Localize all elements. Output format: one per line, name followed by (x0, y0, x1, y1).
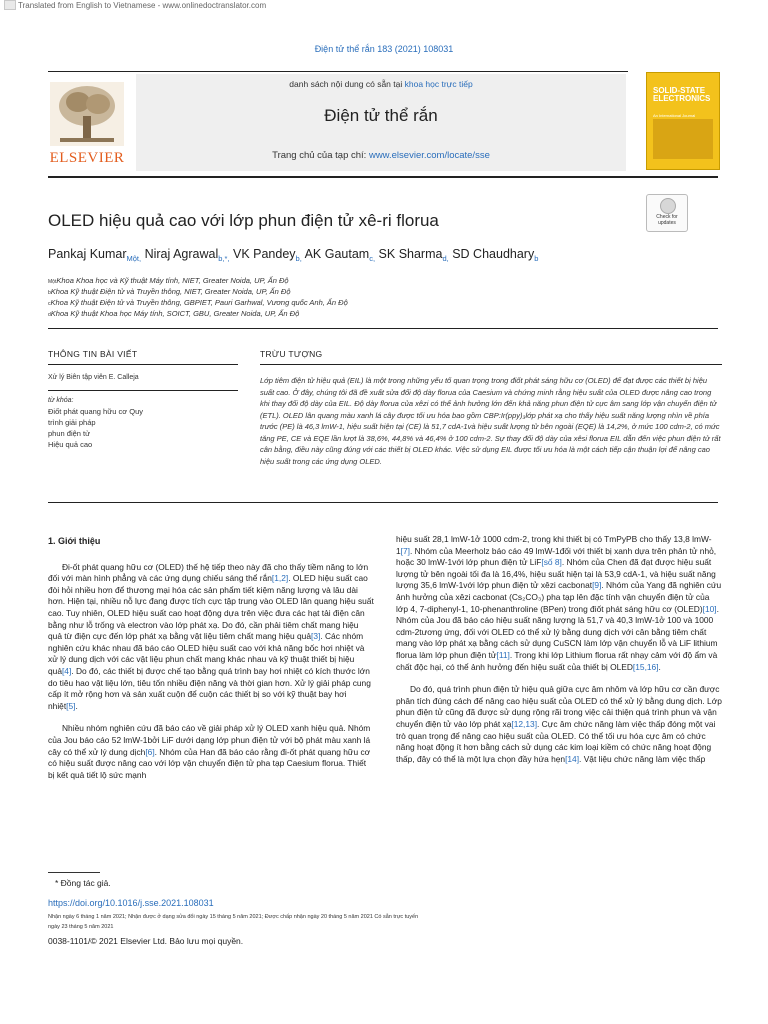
paragraph-text: . Trong khi lớp Lithium florua rất nhạy cảm với độ ẩm và chất độc hại, có thể ảnh hưởng đến hiệu suất của thiết bị OLED (396, 649, 718, 672)
article-info-rule (48, 390, 238, 391)
paragraph-text: . Nhóm của Chen đã đạt được hiệu suất lượng tử bên ngoài tối đa là 16,4%, hiệu suất hiện tại là 53,9 cdA-1, và hiệu suất năng lượng 35,6 lmW-1với lớp phun điện tử xêzi cacbonat (396, 557, 716, 591)
paragraph-text: . (658, 661, 661, 672)
citation-link[interactable]: [15,16] (632, 661, 659, 672)
citation-link[interactable]: [6] (145, 746, 155, 757)
paragraph (48, 723, 374, 781)
handling-editor: Xử lý Biên tập viên E. Calleja (48, 374, 139, 381)
citation-link[interactable]: [1,2] (271, 573, 289, 584)
citation-link[interactable]: [10] (702, 603, 717, 614)
paragraph (396, 534, 722, 673)
article-info-rule (48, 364, 238, 365)
paragraph-text: . (75, 700, 78, 711)
footnote-rule (48, 872, 100, 873)
affiliation: dKhoa Kỹ thuật Khoa học Máy tính, SOICT, GBU, Greater Noida, UP, Ấn Độ (48, 309, 300, 318)
paragraph (396, 684, 722, 765)
paragraph-text: . OLED hiệu suất cao đòi hỏi nhiều hơn để thương mại hóa các sản phẩm tiết kiệm năng lượng và lâu dài hơn. Hiện tại, nhiều nỗ lực đang được tích cực tập trung vào OLED lân quang hiệu suất cao. Tuy nhiên, OLED hiệu suất cao hoạt động dựa trên việc đưa các hạt tải điện cân bằng như lỗ trống và electron vào lớp phát xạ. Do đó, cần phải tiêm chất mang hiệu quả từ điện cực đến lớp phát xạ bằng vật liệu tiêm chất mang hiệu quả (48, 573, 374, 642)
cover-graphic (653, 119, 713, 159)
check-for-updates-badge[interactable] (646, 194, 688, 232)
abstract-rule (260, 364, 722, 365)
doi-link[interactable]: https://doi.org/10.1016/j.sse.2021.108031 (48, 898, 214, 908)
check-updates-label: Check for updates (656, 214, 678, 226)
keyword: Hiệu quả cao (48, 440, 93, 449)
received-dates: Nhận ngày 6 tháng 1 năm 2021; Nhận được ở dạng sửa đổi ngày 15 tháng 5 năm 2021; Được chấp nhận ngày 20 tháng 5 năm 2021 Có sẵn trực tuyến ngày 23 tháng 5 năm 2021 (48, 914, 419, 930)
affiliation: cKhoa Kỹ thuật Điện tử và Truyền thông, GBPIET, Pauri Garhwal, Vương quốc Anh, Ấn Độ (48, 298, 348, 307)
paragraph-text: . Các nhóm nghiên cứu khác nhau đã báo cáo OLED hiệu suất cao với khả năng bốc hơi nhiệt và xử lý dung dịch với các vật liệu phun chất mang khác nhau và kỹ thuật thiết bị hiệu quả (48, 631, 365, 676)
homepage-prefix: Trang chủ của tạp chí: (272, 150, 367, 161)
header-top-rule (48, 71, 628, 72)
citation-link[interactable]: [3] (311, 631, 321, 642)
keyword: trình giải pháp (48, 418, 96, 427)
translator-text: Translated from English to Vietnamese - www.onlinedoctranslator.com (18, 0, 267, 10)
abstract-heading: TRỪU TƯỢNG (260, 349, 323, 359)
copyright-notice: 0038-1101/© 2021 Elsevier Ltd. Bảo lưu mọi quyền. (48, 936, 244, 946)
availability-prefix: danh sách nội dung có sẵn tại (289, 79, 403, 89)
translate-icon (4, 0, 16, 10)
author[interactable]: AK Gautam$^{c,}$ (304, 247, 376, 263)
homepage-link[interactable]: www.elsevier.com/locate/sse (368, 150, 490, 161)
citation-link[interactable]: [4] (61, 665, 72, 676)
author-list (48, 247, 538, 261)
article-info-heading: THÔNG TIN BÀI VIẾT (48, 349, 138, 359)
citation-link[interactable]: [7] (400, 545, 410, 556)
paragraph-text: . Nhóm của Meerholz báo cáo 49 lmW-1đối với thiết bị xanh dựa trên phản tử nhỏ, hoặc 30 lmW-1với lớp phun điện tử LiF (396, 545, 717, 568)
corresponding-author-note: * Đồng tác giả. (55, 878, 111, 888)
publisher-logo-text: ELSEVIER (49, 150, 125, 166)
check-updates-icon (660, 198, 676, 214)
keyword: phun điện tử (48, 429, 91, 438)
paper-title: OLED hiệu quả cao với lớp phun điện tử xê-ri florua (48, 211, 439, 230)
journal-reference-link[interactable]: Điện tử thể rắn 183 (2021) 108031 (314, 44, 454, 54)
paragraph-text: Đi-ốt phát quang hữu cơ (OLED) thế hệ tiếp theo này đã cho thấy tiềm năng to lớn đối với màn hình phẳng và các ứng dụng chiếu sáng thể rắn (48, 561, 369, 584)
citation-link[interactable]: [14] (565, 753, 580, 764)
citation-link[interactable]: [12,13] (511, 718, 538, 729)
paragraph (48, 562, 374, 713)
paragraph-text: . Nhóm của Yang đã nghiên cứu ảnh hưởng của xêzi cacbonat (Cs₂CO₃) pha tạp lên đặc tính vận chuyển điện tử của lớp 4, 7-diphenyl-1, 10-phenanthroline (BPen) trong điốt phát sáng hữu cơ (OLED) (396, 580, 722, 614)
keywords-label: từ khóa: (48, 397, 74, 404)
paragraph-text: Nhiều nhóm nghiên cứu đã báo cáo về giải pháp xử lý OLED xanh hiệu quả. Nhóm của Jou báo cáo 52 lmW-1bởi LiF dưới dạng lớp phun điện tử với bộ phát màu xanh lá cây có thể xử lý dung dịch (48, 723, 371, 757)
affiliation: MộtKhoa Khoa học và Kỹ thuật Máy tính, NIET, Greater Noida, UP, Ấn Độ (48, 276, 289, 285)
journal-homepage (136, 150, 626, 161)
citation-link[interactable]: [9] (592, 580, 602, 591)
paragraph-text: . Nhóm của Han đã báo cáo rằng đi-ốt phát quang hữu cơ có hiệu suất được nâng cao với lớp vận chuyển điện tử pha tạp Caesium florua. Thiết bị kết quả tiết lộ sức mạnh (48, 746, 371, 780)
journal-cover-image (646, 72, 720, 170)
citation-link[interactable]: [11] (496, 649, 510, 660)
citation-link[interactable]: [5] (66, 700, 76, 711)
section-divider (48, 328, 718, 329)
cover-title: SOLID-STATE ELECTRONICS (653, 86, 711, 104)
body-column-right (396, 534, 722, 765)
intro-heading: 1. Giới thiệu (48, 536, 101, 546)
paragraph-text: Do đó, quá trình phun điện tử hiệu quả giữa cực âm nhôm và lớp hữu cơ cần được phân tích đúng cách để nâng cao hiệu suất của OLED có thể xử lý bằng dung dịch. Lớp phun điện tử cũng đã được sử dụng rộng rãi trong việc cải thiện quá trình phun và vận chuyển điện tử vào lớp phát xạ (396, 684, 722, 729)
author[interactable]: VK Pandey$^{b,}$ (232, 247, 302, 263)
paragraph-text: . Nhóm của Jou đã báo cáo hiệu suất năng lượng là 51,7 và 40,3 lmW-1ở 100 và 1000 cdm-2tương ứng, đối với OLED có thể xử lý bằng dung dịch với cân bằng tiêm chất mang vào lớp phát xạ bằng cách sử dụng CuSCN làm lớp vận chuyển lỗ và LiF lithium florua làm lớp phun điện tử (396, 603, 719, 660)
keyword: Điốt phát quang hữu cơ Quy (48, 407, 143, 416)
translator-banner[interactable] (4, 0, 266, 10)
paragraph-text: . Vật liệu chức năng làm việc thấp (579, 753, 706, 764)
paragraph-text: . Cực âm chức năng làm việc thấp đóng một vai trò quan trọng để nâng cao hiệu suất của OLED. Có thể tối ưu hóa cực âm có chức năng hoạt động ít hơn bằng cách sử dụng các kim loại kiềm có chức năng hoạt động thấp, đây có thể là một lựa chọn đầy hứa hẹn (396, 718, 716, 764)
cover-subtitle: An International Journal (653, 113, 696, 118)
header-bottom-rule (48, 176, 718, 178)
author[interactable]: SK Sharma$^{d,}$ (378, 247, 449, 263)
paragraph-text: . Do đó, các thiết bị được chế tạo bằng quá trình bay hơi nhiệt có kích thước lớn do tiêu hao vật liệu lớn, tiêu tốn nhiều điện năng và thời gian hơn. Xử lý giải pháp cung cấp ít mở rộng hơn và sản xuất cuộn để cuộn các thiết bị so với kỹ thuật bay hơi nhiệt (48, 665, 371, 711)
affiliation: bKhoa Kỹ thuật Điện tử và Truyền thông, NIET, Greater Noida, UP, Ấn Độ (48, 287, 291, 296)
author[interactable]: Niraj Agrawal$^{b,*,}$ (144, 247, 230, 263)
sciencedirect-link[interactable]: khoa học trực tiếp (404, 79, 473, 89)
abstract-text: Lớp tiêm điện tử hiệu quả (EIL) là một trong những yếu tố quan trọng trong điốt phát sáng hữu cơ (OLED) để đạt được các thiết bị hiệu suất cao. Ở đây, chúng tôi đã đề xuất sửa đổi độ dày florua của Caesium và chứng minh rằng hiệu suất của OLED được nâng cao trong khi thay đổi độ dày của EIL. Độ dày florua của xêzi có thể ảnh hưởng lớn đến khả năng phun điện tử cực âm sang lớp vận chuyển điện tử (ETL). OLED lân quang màu xanh lá cây được tối ưu hóa bao gồm CBP:Ir(ppy)₃lớp phát xạ cho thấy hiệu suất năng lượng nhìn về phía trước (PE) là 46,3 lmW-1, hiệu suất hiện tại (CE) là 51,7 cdA-1và hiệu suất lượng tử bên ngoài (EQE) là 14,2%, ở mức 100 cdm-2, có mức tăng PE, CE và EQE lần lượt là 38,6%, 44,8% và 46,4% ở 100 cdm-2. Sự thay đổi độ dày của xêsi florua EIL dẫn đến việc phun điện tử rất cân bằng, điều này cũng đúng với các thiết bị OLED khác. Việc sử dụng EIL được tối ưu hóa là một cách tiếp cận thuận lợi để nâng cao hiệu suất trong các ứng dụng OLED. (260, 376, 721, 466)
paragraph-text: hiệu suất 28,1 lmW-1ở 1000 cdm-2, trong khi thiết bị có TmPyPB cho thấy 13,8 lmW-1 (396, 534, 712, 556)
citation-link[interactable]: [số 8] (541, 557, 562, 568)
author[interactable]: SD Chaudhary$^b$ (452, 247, 539, 263)
body-column-left (48, 536, 374, 781)
journal-name: Điện tử thể rắn (324, 106, 438, 125)
contents-availability (136, 79, 626, 89)
section-divider (48, 502, 718, 503)
author[interactable]: Pankaj Kumar$^{Một,}$ (48, 247, 142, 263)
